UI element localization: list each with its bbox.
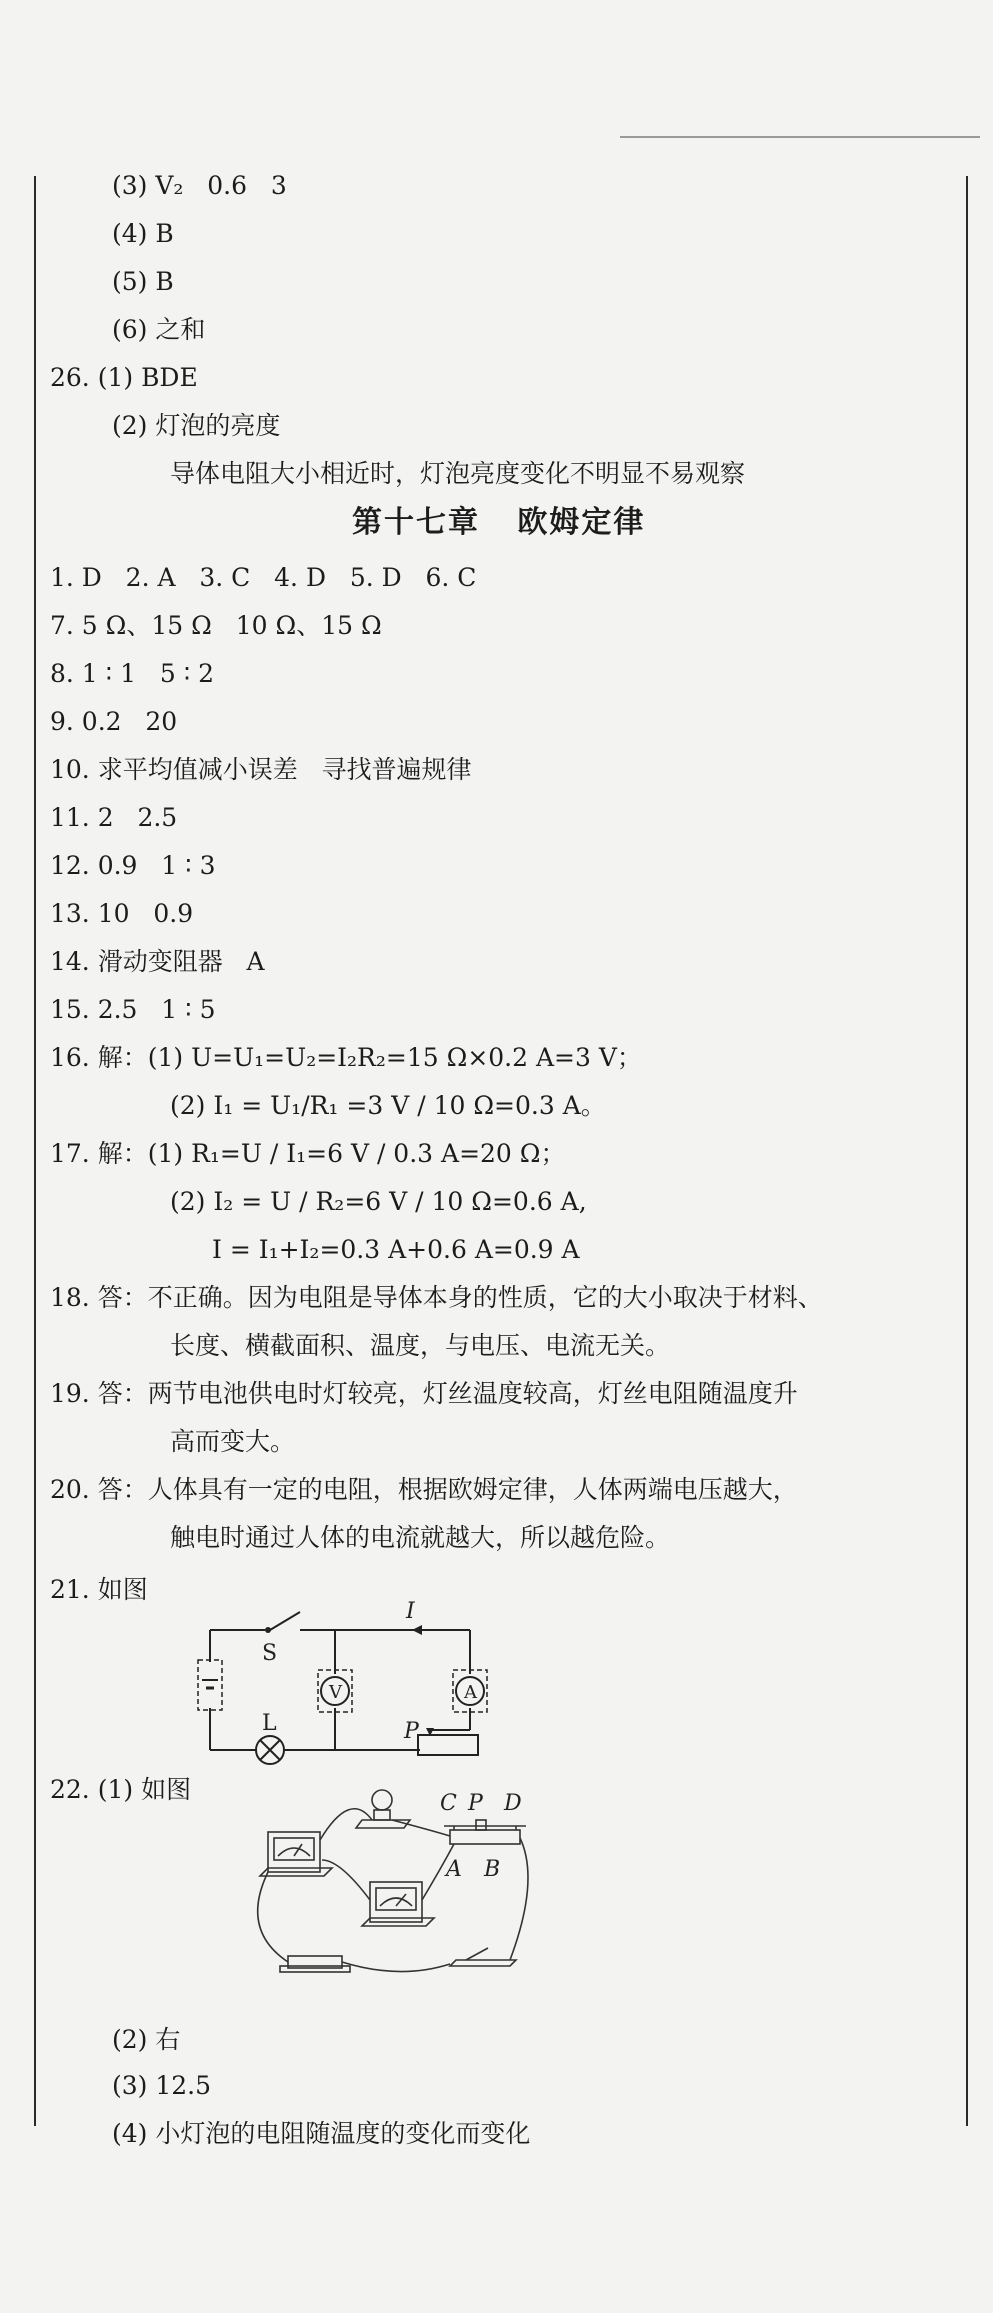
header-rule <box>620 136 980 138</box>
answer-22-4: (4) 小灯泡的电阻随温度的变化而变化 <box>112 2119 531 2148</box>
answer-20-line1: 20. 答：人体具有一定的电阻，根据欧姆定律，人体两端电压越大， <box>50 1475 798 1504</box>
terminal-b-label: B <box>484 1857 501 1882</box>
switch-label: S <box>262 1641 278 1666</box>
answer-12: 12. 0.9 1 ∶ 3 <box>50 851 216 880</box>
answer-11: 11. 2 2.5 <box>50 803 178 832</box>
answer-1-6: 1. D 2. A 3. C 4. D 5. D 6. C <box>50 563 477 592</box>
answer-20-line2: 触电时通过人体的电流就越大，所以越危险。 <box>170 1523 671 1552</box>
voltmeter-label: V <box>329 1682 342 1703</box>
answer-22-2: (2) 右 <box>112 2025 181 2054</box>
answer-16-1: 16. 解：(1) U=U₁=U₂=I₂R₂=15 Ω×0.2 A=3 V； <box>50 1043 642 1072</box>
circuit-diagram <box>190 1590 490 1780</box>
slider-label: P <box>404 1719 419 1744</box>
terminal-a-label: A <box>446 1857 462 1882</box>
answer-18-line2: 长度、横截面积、温度，与电压、电流无关。 <box>170 1331 671 1360</box>
answer-17-2-total: I = I₁+I₂=0.3 A+0.6 A=0.9 A <box>212 1235 580 1264</box>
answer-7: 7. 5 Ω、15 Ω 10 Ω、15 Ω <box>50 611 382 640</box>
answer-26-2-reason: 导体电阻大小相近时，灯泡亮度变化不明显不易观察 <box>170 459 746 488</box>
lamp-label: L <box>262 1711 277 1736</box>
answer-26-2: (2) 灯泡的亮度 <box>112 411 281 440</box>
answer-9: 9. 0.2 20 <box>50 707 178 736</box>
right-margin-rule <box>966 176 968 2126</box>
answer-17-2: (2) I₂ = U / R₂=6 V / 10 Ω=0.6 A, <box>170 1187 587 1216</box>
answer-15: 15. 2.5 1 ∶ 5 <box>50 995 216 1024</box>
slider-p-label: P <box>468 1791 483 1816</box>
answer-18-line1: 18. 答：不正确。因为电阻是导体本身的性质，它的大小取决于材料、 <box>50 1283 823 1312</box>
answer-10: 10. 求平均值减小误差 寻找普遍规律 <box>50 755 472 784</box>
answer-19-line1: 19. 答：两节电池供电时灯较亮，灯丝温度较高，灯丝电阻随温度升 <box>50 1379 798 1408</box>
answer-25-4: (4) B <box>112 219 174 248</box>
terminal-d-label: D <box>504 1791 522 1816</box>
ammeter-label: A <box>464 1682 477 1703</box>
answer-25-5: (5) B <box>112 267 174 296</box>
answer-14: 14. 滑动变阻器 A <box>50 947 265 976</box>
answer-26-1: 26. (1) BDE <box>50 363 198 392</box>
answer-8: 8. 1 ∶ 1 5 ∶ 2 <box>50 659 215 688</box>
answer-13: 13. 10 0.9 <box>50 899 194 928</box>
chapter-title: 第十七章 欧姆定律 <box>352 505 646 540</box>
answer-19-line2: 高而变大。 <box>170 1427 296 1456</box>
answer-21-label: 21. 如图 <box>50 1575 148 1604</box>
answer-16-2: (2) I₁ = U₁/R₁ =3 V / 10 Ω=0.3 A。 <box>170 1091 606 1120</box>
left-margin-rule <box>34 176 36 2126</box>
answer-17-1: 17. 解：(1) R₁=U / I₁=6 V / 0.3 A=20 Ω； <box>50 1139 566 1168</box>
apparatus-diagram <box>240 1780 560 1980</box>
answer-22-1-label: 22. (1) 如图 <box>50 1775 192 1804</box>
answer-25-3: (3) V₂ 0.6 3 <box>112 171 287 200</box>
current-label: I <box>406 1599 415 1624</box>
answer-25-6: (6) 之和 <box>112 315 206 344</box>
terminal-c-label: C <box>440 1791 457 1816</box>
answer-22-3: (3) 12.5 <box>112 2071 212 2100</box>
